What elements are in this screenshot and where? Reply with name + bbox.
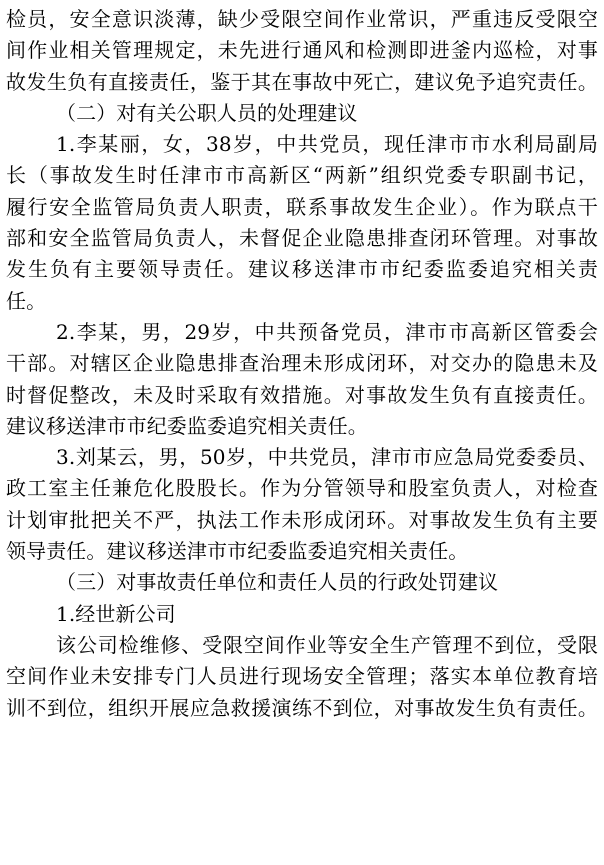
text-line: 履行安全监管局负责人职责，联系事故发生企业）。作为联点干: [6, 194, 598, 219]
section-heading: （三）对事故责任单位和责任人员的行政处罚建议: [56, 570, 499, 595]
text-line: 政工室主任兼危化股股长。作为分管领导和股室负责人，对检查: [6, 476, 598, 501]
text-line: 空间作业未安排专门人员进行现场安全管理；落实本单位教育培: [6, 664, 598, 689]
subsection-heading: 1.经世新公司: [56, 601, 176, 626]
text-line: 计划审批把关不严，执法工作未形成闭环。对事故发生负有主要: [6, 507, 598, 532]
text-line: 部和安全监管局负责人，未督促企业隐患排查闭环管理。对事故: [6, 226, 598, 251]
text-line: 1.李某丽，女，38岁，中共党员，现任津市市水利局副局: [56, 132, 598, 157]
text-line: 该公司检维修、受限空间作业等安全生产管理不到位，受限: [56, 632, 598, 657]
text-line: 任。: [6, 288, 47, 313]
text-line: 时督促整改，未及时采取有效措施。对事故发生负有直接责任。: [6, 382, 598, 407]
text-line: 领导责任。建议移送津市市纪委监委追究相关责任。: [6, 539, 469, 564]
text-line: 检员，安全意识淡薄，缺少受限空间作业常识，严重违反受限空: [6, 7, 598, 31]
text-line: 故发生负有直接责任，鉴于其在事故中死亡，建议免予追究责任。: [6, 69, 598, 94]
text-line: 2.李某，男，29岁，中共预备党员，津市市高新区管委会: [56, 319, 598, 344]
text-line: 建议移送津市市纪委监委追究相关责任。: [6, 413, 368, 438]
text-line: 训不到位，组织开展应急救援演练不到位，对事故发生负有责任。: [6, 695, 598, 720]
text-line: 干部。对辖区企业隐患排查治理未形成闭环，对交办的隐患未及: [6, 351, 598, 376]
section-heading: （二）对有关公职人员的处理建议: [56, 100, 358, 125]
text-line: 长（事故发生时任津市市高新区“两新”组织党委专职副书记，: [6, 163, 598, 188]
text-line: 3.刘某云，男，50岁，中共党员，津市市应急局党委委员、: [56, 445, 598, 470]
text-line: 发生负有主要领导责任。建议移送津市市纪委监委追究相关责: [6, 257, 598, 282]
text-line: 间作业相关管理规定，未先进行通风和检测即进釜内巡检，对事: [6, 38, 598, 63]
